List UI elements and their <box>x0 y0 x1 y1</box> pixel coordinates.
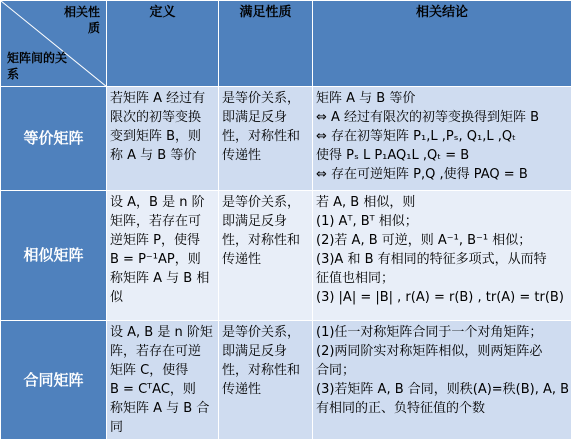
conclusion-line: 若 A, B 相似，则 <box>316 193 568 212</box>
row-congruent <box>1 321 571 440</box>
conclusion-header: 相关结论 <box>313 1 571 87</box>
row-label-congruent: 合同矩阵 <box>1 321 107 440</box>
property-similar <box>219 191 313 321</box>
property-line: 即满足反身 <box>222 342 309 361</box>
property-line: 即满足反身 <box>222 108 309 127</box>
definition-line: 逆矩阵 P，使得 <box>110 231 215 250</box>
conclusion-line: (3)A 和 B 有相同的特征多项式，从而特 <box>316 250 568 269</box>
definition-line: B = P⁻¹AP，则 <box>110 250 215 269</box>
property-line: 是等价关系， <box>222 89 309 108</box>
definition-line: 若矩阵 A 经过有 <box>110 89 215 108</box>
property-line: 即满足反身 <box>222 212 309 231</box>
definition-line: 称矩阵 A 与 B 合 <box>110 399 215 418</box>
conclusion-line: 征值也相同； <box>316 269 568 288</box>
conclusion-similar <box>313 191 571 321</box>
row-similar <box>1 191 571 321</box>
conclusion-line: (3) |A| = |B| , r(A) = r(B) , tr(A) = tr(B) <box>316 288 568 307</box>
row-label-similar: 相似矩阵 <box>1 191 107 321</box>
definition-line: 同 <box>110 418 215 437</box>
conclusion-line: (2)两同阶实对称矩阵相似，则两矩阵必 <box>316 342 568 361</box>
conclusion-line: 合同； <box>316 361 568 380</box>
conclusion-congruent <box>313 321 571 440</box>
property-header: 满足性质 <box>219 1 313 87</box>
property-line: 是等价关系， <box>222 193 309 212</box>
conclusion-line: 有相同的正、负特征值的个数 <box>316 399 568 418</box>
property-line: 传递性 <box>222 380 309 399</box>
property-congruent <box>219 321 313 440</box>
property-line: 是等价关系， <box>222 323 309 342</box>
property-equivalent <box>219 87 313 191</box>
property-line: 性，对称性和 <box>222 127 309 146</box>
row-label-equivalent: 等价矩阵 <box>1 87 107 191</box>
definition-line: 矩阵 C，使得 <box>110 361 215 380</box>
conclusion-line: (3)若矩阵 A, B 合同，则秩(A)=秩(B), A, B <box>316 380 568 399</box>
corner-header-cell <box>1 1 107 87</box>
conclusion-line: 使得 Pₛ L P₁AQ₁L ,Qₜ = B <box>316 146 568 165</box>
corner-top-label: 相关性质 <box>60 4 100 36</box>
conclusion-line: ⇔ A 经过有限次的初等变换得到矩阵 B <box>316 108 568 127</box>
conclusion-line: ⇔ 存在初等矩阵 P₁,L ,Pₛ, Q₁,L ,Qₜ <box>316 127 568 146</box>
definition-line: 变到矩阵 B，则 <box>110 127 215 146</box>
definition-line: 称 A 与 B 等价 <box>110 146 215 165</box>
header-row <box>1 1 571 87</box>
definition-congruent <box>107 321 219 440</box>
property-line: 传递性 <box>222 250 309 269</box>
property-line: 性，对称性和 <box>222 231 309 250</box>
conclusion-line: ⇔ 存在可逆矩阵 P,Q ,使得 PAQ = B <box>316 165 568 184</box>
row-equivalent <box>1 87 571 191</box>
definition-similar <box>107 191 219 321</box>
definition-line: 似 <box>110 288 215 307</box>
definition-line: 阵，若存在可逆 <box>110 342 215 361</box>
conclusion-line: (1) Aᵀ, Bᵀ 相似； <box>316 212 568 231</box>
corner-bottom-label: 矩阵间的关系 <box>7 50 67 82</box>
definition-header: 定义 <box>107 1 219 87</box>
conclusion-line: (2)若 A, B 可逆，则 A⁻¹, B⁻¹ 相似； <box>316 231 568 250</box>
conclusion-equivalent <box>313 87 571 191</box>
property-line: 性，对称性和 <box>222 361 309 380</box>
definition-line: B = CᵀAC，则 <box>110 380 215 399</box>
definition-line: 矩阵，若存在可 <box>110 212 215 231</box>
conclusion-line: 矩阵 A 与 B 等价 <box>316 89 568 108</box>
definition-line: 设 A，B 是 n 阶 <box>110 193 215 212</box>
property-line: 传递性 <box>222 146 309 165</box>
definition-line: 称矩阵 A 与 B 相 <box>110 269 215 288</box>
definition-line: 设 A, B 是 n 阶矩 <box>110 323 215 342</box>
definition-equivalent <box>107 87 219 191</box>
conclusion-line: (1)任一对称矩阵合同于一个对角矩阵； <box>316 323 568 342</box>
definition-line: 限次的初等变换 <box>110 108 215 127</box>
